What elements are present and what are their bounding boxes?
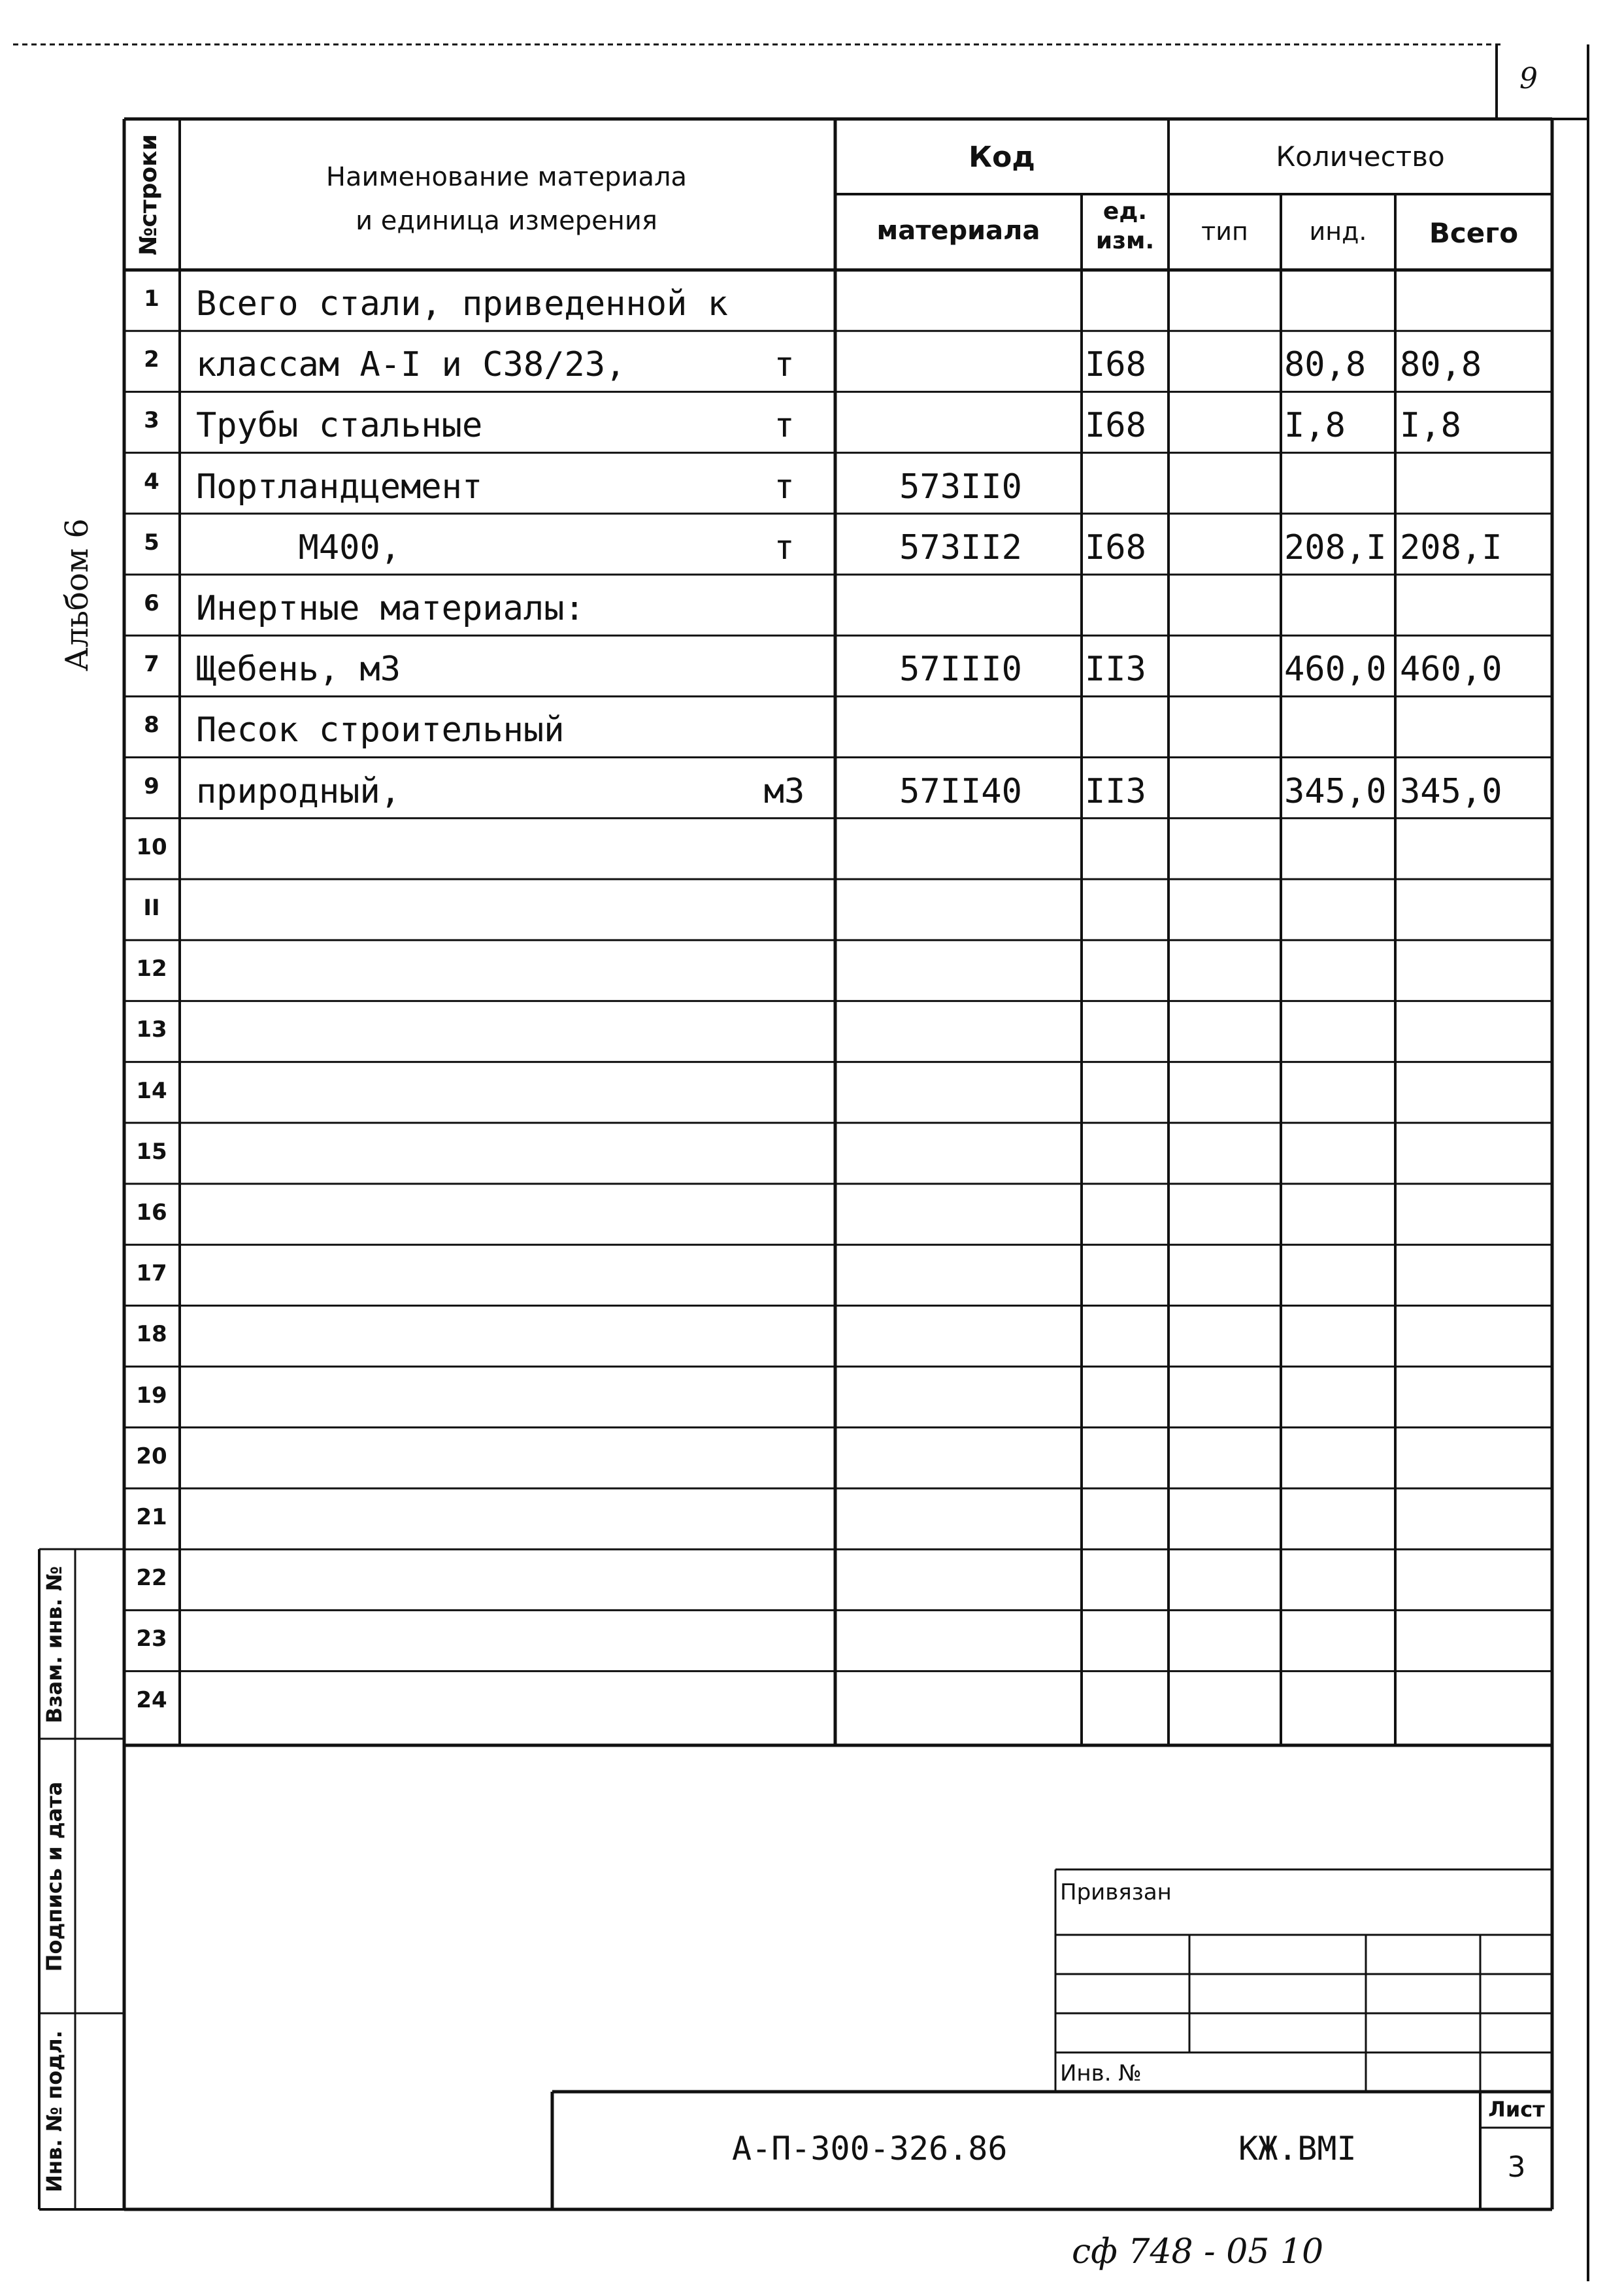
row-number: 6 — [144, 590, 159, 616]
row-number: 17 — [136, 1260, 167, 1287]
stamp-inv-no: Инв. № — [1060, 2060, 1142, 2086]
row-number: 8 — [144, 712, 159, 739]
cell-code: 573II0 — [899, 467, 1022, 507]
header-unit-line2: изм. — [1095, 227, 1155, 254]
page-number: 9 — [1519, 62, 1538, 95]
cell-code: 573II2 — [899, 528, 1022, 567]
cell-unit: II3 — [1085, 771, 1146, 811]
cell-unit: I68 — [1085, 528, 1146, 567]
row-number: 23 — [136, 1626, 167, 1652]
row-number: 9 — [144, 773, 159, 799]
header-name-line1: Наименование материала — [325, 162, 688, 192]
cell-name: Щебень, м3 — [196, 650, 401, 690]
cell-total: I,8 — [1400, 406, 1461, 446]
cell-name: классам A-I и С38/23, — [196, 345, 626, 385]
row-number: 7 — [144, 651, 159, 678]
row-number: 14 — [136, 1077, 167, 1104]
cell-name-unit: т — [774, 467, 795, 507]
row-number: 19 — [136, 1382, 167, 1409]
header-code: Код — [969, 141, 1035, 174]
stamp-doc-mark: КЖ.ВМI — [1238, 2130, 1357, 2168]
row-number: 10 — [136, 833, 167, 860]
cell-name: M400, — [196, 528, 401, 567]
cell-ind: 208,I — [1284, 528, 1387, 567]
stamp-sheet-label: Лист — [1488, 2097, 1545, 2122]
cell-name: Всего стали, приведенной к — [196, 284, 728, 324]
label-podpis-data: Подпись и дата — [42, 1781, 67, 1972]
header-quantity: Количество — [1276, 141, 1445, 173]
header-ind: инд. — [1309, 217, 1367, 246]
header-row-no: №строки — [135, 134, 162, 256]
row-number: 3 — [144, 407, 159, 434]
handwritten-footer-code: сф 748 - 05 10 — [1072, 2232, 1324, 2271]
cell-name: природный, — [196, 771, 401, 811]
cell-name-unit: т — [774, 345, 795, 385]
header-total: Всего — [1429, 217, 1519, 249]
row-number: II — [143, 895, 160, 921]
cell-code: 57III0 — [899, 650, 1022, 690]
cell-code: 57II40 — [899, 771, 1022, 811]
row-number: 20 — [136, 1443, 167, 1469]
row-number: 12 — [136, 956, 167, 982]
row-number: 15 — [136, 1138, 167, 1165]
cell-total: 80,8 — [1400, 345, 1482, 385]
cell-total: 345,0 — [1400, 771, 1502, 811]
cell-name: Портландцемент — [196, 467, 483, 507]
stamp-sheet-number: 3 — [1507, 2151, 1526, 2184]
row-number: 5 — [144, 529, 159, 556]
row-number: 4 — [144, 468, 159, 495]
cell-ind: 460,0 — [1284, 650, 1387, 690]
cell-name-unit: м3 — [763, 771, 805, 811]
cell-ind: 345,0 — [1284, 771, 1387, 811]
cell-name: Трубы стальные — [196, 406, 483, 446]
header-type: тип — [1201, 217, 1248, 246]
header-name-line2: и единица измерения — [356, 206, 657, 236]
cell-name-unit: т — [774, 528, 795, 567]
label-vzam-inv: Взам. инв. № — [42, 1566, 67, 1724]
cell-ind: 80,8 — [1284, 345, 1367, 385]
row-number: 1 — [144, 286, 159, 312]
row-number: 21 — [136, 1504, 167, 1530]
row-number: 16 — [136, 1199, 167, 1226]
album-label: Альбом 6 — [59, 518, 95, 671]
stamp-doc-code: А-П-300-326.86 — [732, 2130, 1008, 2168]
cell-ind: I,8 — [1284, 406, 1346, 446]
row-number: 22 — [136, 1565, 167, 1592]
row-number: 2 — [144, 346, 159, 373]
header-code-material: материала — [876, 216, 1040, 246]
cell-total: 208,I — [1400, 528, 1502, 567]
cell-name: Песок строительный — [196, 711, 565, 750]
row-number: 18 — [136, 1321, 167, 1348]
cell-name: Инертные материалы: — [196, 589, 585, 628]
cell-unit: II3 — [1085, 650, 1146, 690]
cell-unit: I68 — [1085, 406, 1146, 446]
row-number: 13 — [136, 1016, 167, 1043]
cell-unit: I68 — [1085, 345, 1146, 385]
label-inv-podl: Инв. № подл. — [42, 2030, 67, 2192]
cell-name-unit: т — [774, 406, 795, 446]
header-unit-line1: ед. — [1102, 198, 1148, 225]
cell-total: 460,0 — [1400, 650, 1502, 690]
stamp-privyazan: Привязан — [1060, 1879, 1172, 1905]
row-number: 24 — [136, 1686, 167, 1713]
